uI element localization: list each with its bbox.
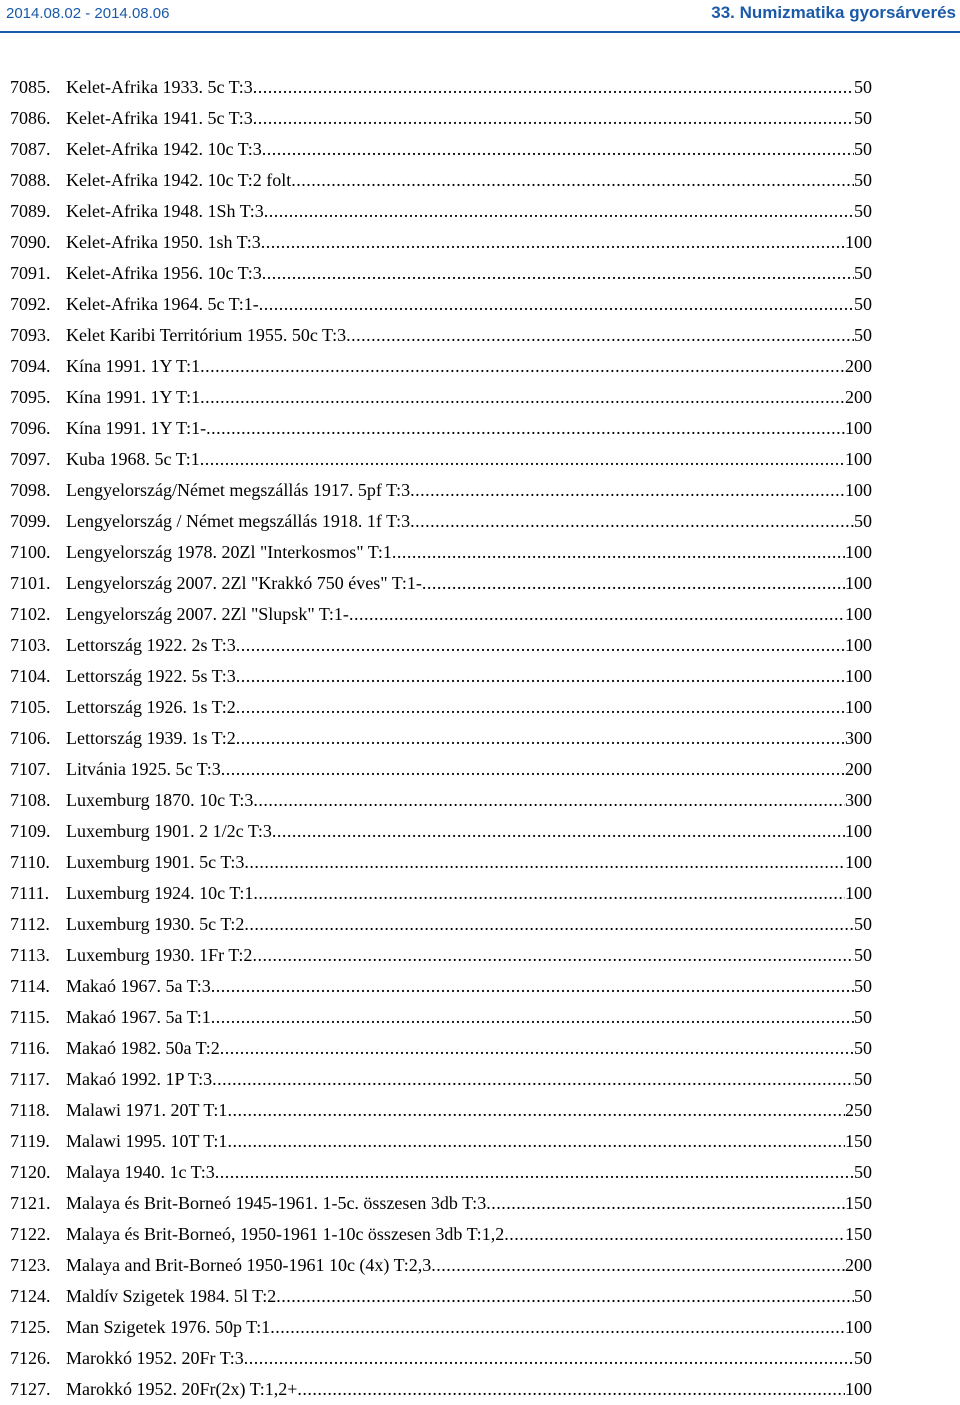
starting-price: 300 (845, 728, 872, 748)
lot-description: Makaó 1982. 50a T:2 (66, 1038, 220, 1058)
dot-leader (221, 754, 845, 785)
lot-description: Luxemburg 1930. 1Fr T:2 (66, 945, 253, 965)
lot-row (10, 1157, 872, 1188)
lot-number: 7125. (10, 1317, 51, 1337)
lot-number: 7102. (10, 604, 51, 624)
lot-number: 7105. (10, 697, 51, 717)
lot-number: 7117. (10, 1069, 50, 1089)
lot-description: Man Szigetek 1976. 50p T:1 (66, 1317, 271, 1337)
dot-leader (236, 723, 845, 754)
dot-leader (253, 878, 845, 909)
dot-leader (272, 816, 845, 847)
dot-leader (220, 1033, 854, 1064)
lot-row (10, 258, 872, 289)
lot-description: Lengyelország 2007. 2Zl "Krakkó 750 éves" T:1- (66, 573, 422, 593)
starting-price: 200 (845, 759, 872, 779)
dot-leader (253, 103, 854, 134)
lot-row (10, 413, 872, 444)
starting-price: 200 (845, 1255, 872, 1275)
starting-price: 100 (845, 1379, 872, 1399)
lot-number: 7120. (10, 1162, 51, 1182)
lot-row (10, 1312, 872, 1343)
lot-number: 7106. (10, 728, 51, 748)
starting-price: 50 (854, 325, 872, 345)
lot-number: 7101. (10, 573, 51, 593)
starting-price: 50 (854, 1069, 872, 1089)
dot-leader (259, 289, 854, 320)
lot-description: Lengyelország / Német megszállás 1918. 1f T:3 (66, 511, 411, 531)
starting-price: 200 (845, 387, 872, 407)
lot-description: Kelet-Afrika 1964. 5c T:1- (66, 294, 259, 314)
lot-description: Maldív Szigetek 1984. 5l T:2 (66, 1286, 277, 1306)
lot-description: Makaó 1992. 1P T:3 (66, 1069, 213, 1089)
starting-price: 100 (845, 573, 872, 593)
lot-number: 7114. (10, 976, 50, 996)
lot-number: 7121. (10, 1193, 51, 1213)
dot-leader (262, 134, 854, 165)
dot-leader (244, 847, 845, 878)
lot-description: Lettország 1939. 1s T:2 (66, 728, 236, 748)
starting-price: 150 (845, 1131, 872, 1151)
dot-leader (346, 320, 854, 351)
starting-price: 50 (854, 1038, 872, 1058)
dot-leader (504, 1219, 845, 1250)
lot-number: 7127. (10, 1379, 51, 1399)
lot-description: Lettország 1922. 2s T:3 (66, 635, 236, 655)
starting-price: 50 (854, 77, 872, 97)
lot-description: Kelet-Afrika 1942. 10c T:2 folt (66, 170, 292, 190)
lot-number: 7107. (10, 759, 51, 779)
lot-row (10, 1219, 872, 1250)
page-header (0, 0, 960, 36)
lot-number: 7126. (10, 1348, 51, 1368)
starting-price: 50 (854, 1286, 872, 1306)
dot-leader (236, 630, 845, 661)
starting-price: 100 (845, 883, 872, 903)
starting-price: 100 (845, 697, 872, 717)
starting-price: 100 (845, 232, 872, 252)
dot-leader (262, 258, 854, 289)
dot-leader (261, 227, 845, 258)
lot-description: Kelet-Afrika 1941. 5c T:3 (66, 108, 253, 128)
lot-row (10, 444, 872, 475)
lot-row (10, 754, 872, 785)
lot-number: 7118. (10, 1100, 50, 1120)
starting-price: 100 (845, 449, 872, 469)
lot-number: 7092. (10, 294, 51, 314)
dot-leader (297, 1374, 845, 1405)
lot-row (10, 227, 872, 258)
lot-number: 7104. (10, 666, 51, 686)
dot-leader (211, 971, 854, 1002)
lot-row (10, 847, 872, 878)
starting-price: 50 (854, 263, 872, 283)
dot-leader (227, 1126, 845, 1157)
lot-description: Lettország 1922. 5s T:3 (66, 666, 236, 686)
lot-number: 7115. (10, 1007, 50, 1027)
starting-price: 50 (854, 945, 872, 965)
lot-number: 7110. (10, 852, 50, 872)
lot-row (10, 1281, 872, 1312)
lot-row (10, 940, 872, 971)
lot-description: Malawi 1995. 10T T:1 (66, 1131, 228, 1151)
lot-number: 7098. (10, 480, 51, 500)
dot-leader (236, 661, 845, 692)
lot-row (10, 1064, 872, 1095)
lot-description: Makaó 1967. 5a T:1 (66, 1007, 211, 1027)
starting-price: 100 (845, 1317, 872, 1337)
lot-description: Lengyelország 2007. 2Zl "Slupsk" T:1- (66, 604, 349, 624)
dot-leader (206, 413, 845, 444)
starting-price: 50 (854, 294, 872, 314)
lot-number: 7090. (10, 232, 51, 252)
starting-price: 200 (845, 356, 872, 376)
lot-row (10, 1002, 872, 1033)
lot-description: Lengyelország 1978. 20Zl "Interkosmos" T:1 (66, 542, 392, 562)
dot-leader (244, 1343, 854, 1374)
dot-leader (200, 382, 845, 413)
lot-row (10, 320, 872, 351)
lot-row (10, 1250, 872, 1281)
lot-description: Luxemburg 1924. 10c T:1 (66, 883, 254, 903)
lot-number: 7099. (10, 511, 51, 531)
starting-price: 100 (845, 418, 872, 438)
lot-row (10, 165, 872, 196)
starting-price: 50 (854, 1162, 872, 1182)
lot-description: Kína 1991. 1Y T:1 (66, 387, 201, 407)
lot-row (10, 692, 872, 723)
lot-description: Litvánia 1925. 5c T:3 (66, 759, 221, 779)
lot-description: Malaya és Brit-Borneó 1945-1961. 1-5c. összesen 3db T:3 (66, 1193, 487, 1213)
date-range: 2014.08.02 - 2014.08.06 (6, 5, 170, 22)
lot-description: Lengyelország/Német megszállás 1917. 5pf T:3 (66, 480, 411, 500)
lot-description: Kelet-Afrika 1950. 1sh T:3 (66, 232, 261, 252)
dot-leader (200, 351, 845, 382)
lot-row (10, 1126, 872, 1157)
lot-description: Kelet Karibi Territórium 1955. 50c T:3 (66, 325, 347, 345)
dot-leader (244, 909, 854, 940)
dot-leader (270, 1312, 845, 1343)
lot-number: 7119. (10, 1131, 50, 1151)
header-divider (0, 31, 960, 33)
lot-number: 7112. (10, 914, 50, 934)
lot-row (10, 723, 872, 754)
starting-price: 50 (854, 511, 872, 531)
lot-description: Lettország 1926. 1s T:2 (66, 697, 236, 717)
lot-row (10, 289, 872, 320)
lot-row (10, 475, 872, 506)
lot-row (10, 1095, 872, 1126)
dot-leader (276, 1281, 854, 1312)
lot-number: 7108. (10, 790, 51, 810)
dot-leader (410, 506, 854, 537)
starting-price: 100 (845, 604, 872, 624)
lot-number: 7095. (10, 387, 51, 407)
lot-description: Kuba 1968. 5c T:1 (66, 449, 200, 469)
lot-number: 7109. (10, 821, 51, 841)
lot-row (10, 1374, 872, 1405)
lot-description: Luxemburg 1901. 5c T:3 (66, 852, 245, 872)
dot-leader (253, 785, 845, 816)
starting-price: 50 (854, 201, 872, 221)
lot-description: Luxemburg 1901. 2 1/2c T:3 (66, 821, 272, 841)
lot-list (10, 72, 872, 1405)
lot-row (10, 971, 872, 1002)
lot-description: Kelet-Afrika 1956. 10c T:3 (66, 263, 262, 283)
starting-price: 50 (854, 1348, 872, 1368)
lot-description: Kína 1991. 1Y T:1 (66, 356, 201, 376)
lot-row (10, 1343, 872, 1374)
lot-row (10, 351, 872, 382)
lot-description: Kína 1991. 1Y T:1- (66, 418, 207, 438)
dot-leader (212, 1064, 854, 1095)
lot-number: 7093. (10, 325, 51, 345)
starting-price: 100 (845, 666, 872, 686)
lot-number: 7113. (10, 945, 50, 965)
lot-description: Luxemburg 1870. 10c T:3 (66, 790, 254, 810)
lot-row (10, 661, 872, 692)
dot-leader (349, 599, 845, 630)
starting-price: 50 (854, 1007, 872, 1027)
lot-description: Kelet-Afrika 1942. 10c T:3 (66, 139, 262, 159)
starting-price: 50 (854, 108, 872, 128)
lot-number: 7122. (10, 1224, 51, 1244)
lot-number: 7111. (10, 883, 50, 903)
dot-leader (215, 1157, 854, 1188)
lot-row (10, 909, 872, 940)
auction-title: 33. Numizmatika gyorsárverés (711, 3, 956, 22)
lot-number: 7089. (10, 201, 51, 221)
lot-row (10, 785, 872, 816)
lot-number: 7094. (10, 356, 51, 376)
lot-number: 7097. (10, 449, 51, 469)
starting-price: 300 (845, 790, 872, 810)
lot-description: Kelet-Afrika 1948. 1Sh T:3 (66, 201, 264, 221)
lot-row (10, 506, 872, 537)
dot-leader (291, 165, 854, 196)
dot-leader (252, 940, 854, 971)
lot-description: Marokkó 1952. 20Fr(2x) T:1,2+ (66, 1379, 298, 1399)
lot-row (10, 103, 872, 134)
lot-number: 7087. (10, 139, 51, 159)
lot-number: 7086. (10, 108, 51, 128)
lot-number: 7096. (10, 418, 51, 438)
dot-leader (211, 1002, 854, 1033)
starting-price: 50 (854, 170, 872, 190)
starting-price: 50 (854, 976, 872, 996)
lot-row (10, 382, 872, 413)
lot-row (10, 878, 872, 909)
starting-price: 100 (845, 635, 872, 655)
dot-leader (486, 1188, 845, 1219)
starting-price: 150 (845, 1193, 872, 1213)
lot-description: Malawi 1971. 20T T:1 (66, 1100, 228, 1120)
dot-leader (392, 537, 845, 568)
dot-leader (200, 444, 845, 475)
lot-number: 7124. (10, 1286, 51, 1306)
lot-number: 7100. (10, 542, 51, 562)
lot-row (10, 537, 872, 568)
lot-row (10, 568, 872, 599)
starting-price: 50 (854, 139, 872, 159)
lot-description: Marokkó 1952. 20Fr T:3 (66, 1348, 244, 1368)
lot-row (10, 1033, 872, 1064)
dot-leader (264, 196, 854, 227)
lot-row (10, 816, 872, 847)
lot-description: Malaya and Brit-Borneó 1950-1961 10c (4x) T:2,3 (66, 1255, 432, 1275)
lot-row (10, 134, 872, 165)
lot-row (10, 196, 872, 227)
lot-number: 7116. (10, 1038, 50, 1058)
lot-description: Malaya és Brit-Borneó, 1950-1961 1-10c összesen 3db T:1,2 (66, 1224, 505, 1244)
lot-description: Luxemburg 1930. 5c T:2 (66, 914, 245, 934)
starting-price: 100 (845, 480, 872, 500)
starting-price: 100 (845, 542, 872, 562)
lot-description: Malaya 1940. 1c T:3 (66, 1162, 215, 1182)
starting-price: 100 (845, 852, 872, 872)
lot-row (10, 599, 872, 630)
lot-description: Kelet-Afrika 1933. 5c T:3 (66, 77, 253, 97)
lot-number: 7103. (10, 635, 51, 655)
lot-description: Makaó 1967. 5a T:3 (66, 976, 211, 996)
starting-price: 50 (854, 914, 872, 934)
starting-price: 100 (845, 821, 872, 841)
dot-leader (227, 1095, 845, 1126)
starting-price: 250 (845, 1100, 872, 1120)
dot-leader (431, 1250, 845, 1281)
lot-row (10, 630, 872, 661)
lot-number: 7091. (10, 263, 51, 283)
lot-row (10, 1188, 872, 1219)
lot-row (10, 72, 872, 103)
dot-leader (253, 72, 854, 103)
dot-leader (422, 568, 845, 599)
lot-number: 7123. (10, 1255, 51, 1275)
lot-number: 7085. (10, 77, 51, 97)
starting-price: 150 (845, 1224, 872, 1244)
dot-leader (410, 475, 845, 506)
lot-number: 7088. (10, 170, 51, 190)
dot-leader (236, 692, 845, 723)
